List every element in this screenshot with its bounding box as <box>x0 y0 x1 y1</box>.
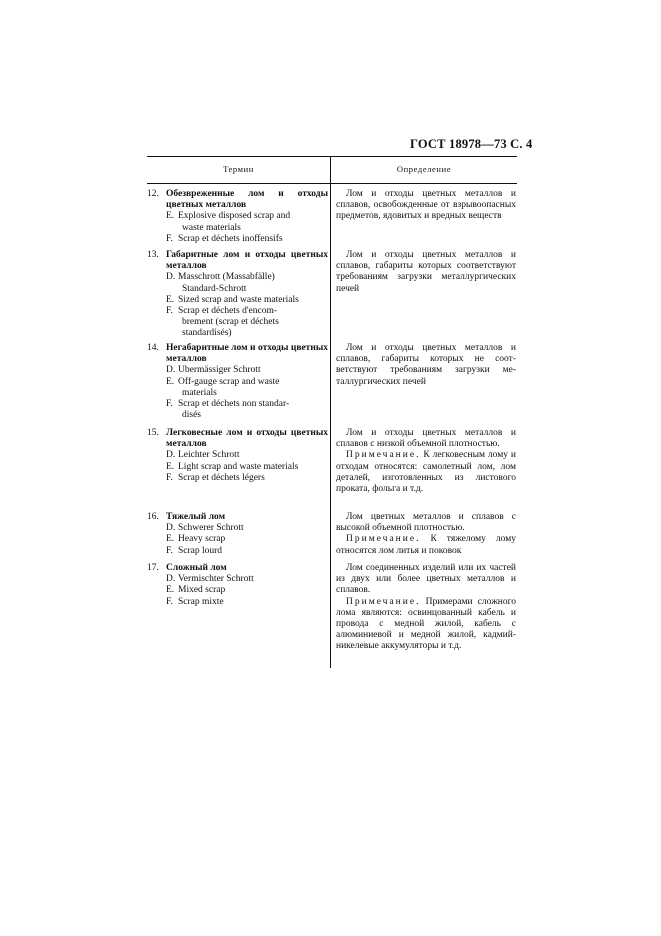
term-german: D. Ubermässiger Schrott <box>166 365 261 376</box>
definition-text: Лом и отходы цветных металлов и сплавов с низкой объемной плотностью. <box>336 428 516 450</box>
term-english: E. Mixed scrap <box>166 585 226 596</box>
page-header: ГОСТ 18978—73 С. 4 <box>410 137 533 151</box>
term-cell <box>147 250 330 340</box>
column-divider <box>330 156 331 668</box>
definition-text: Лом и отходы цветных металлов и сплавов, габариты которых не соответствуют требованиям загрузки металлургических печей <box>336 343 516 387</box>
term-number: 16. <box>147 512 159 522</box>
definition-note: Примечание. К легковесным лому и отходам относятся: самолетный лом, лом деталей, изготовленных из листового проката, фольга и т.д. <box>336 450 516 495</box>
term-french: F. Scrap et déchets inoffensifs <box>166 233 283 244</box>
definition-cell <box>336 250 516 295</box>
term-number: 15. <box>147 428 159 438</box>
term-number: 17. <box>147 563 159 573</box>
definition-cell <box>336 343 516 388</box>
term-number: 14. <box>147 343 159 353</box>
definition-cell <box>336 563 516 653</box>
term-english: E. Heavy scrap <box>166 534 226 545</box>
table-header-rule <box>147 183 517 184</box>
column-header-definition: Определение <box>396 164 452 174</box>
term-french: F. Scrap lourd <box>166 545 223 556</box>
term-english: E. Light scrap and waste materials <box>166 461 299 472</box>
term-french-cont: disés <box>182 410 201 421</box>
term-cell <box>147 428 330 484</box>
term-german: D. Schwerer Schrott <box>166 523 244 534</box>
term-english-cont: waste materials <box>182 222 241 233</box>
definition-text: Лом цветных металлов и сплавов с высокой объемной плотностью. <box>336 512 516 534</box>
term-german: D. Masschrott (Massabfälle) <box>166 272 275 283</box>
term-french-cont: brement (scrap et déchets <box>182 317 279 328</box>
definition-text: Лом соединенных изделий или их частей из двух или более цветных металлов и сплавов. <box>336 563 516 596</box>
term-number: 12. <box>147 189 159 199</box>
column-header-term: Термин <box>223 164 254 174</box>
term-french-cont: standardisés) <box>182 328 232 339</box>
definition-text: Лом и отходы цветных металлов и сплавов, габариты которых соответствуют требованиям загрузки металлургических печей <box>336 250 516 294</box>
term-french: F. Scrap et déchets d'encom- <box>166 306 278 317</box>
term-french: F. Scrap et déchets non standar- <box>166 399 290 410</box>
definition-cell <box>336 189 516 223</box>
term-cell <box>147 512 330 557</box>
term-cell <box>147 343 330 421</box>
term-name: Сложный лом <box>166 563 227 573</box>
term-cell <box>147 189 330 245</box>
term-german-cont: Standard-Schrott <box>182 283 247 294</box>
term-english: E. Explosive disposed scrap and <box>166 211 291 222</box>
term-french: F. Scrap et déchets légers <box>166 472 265 483</box>
term-name: Обезвреженные лом и отходы цветных металлов <box>166 189 328 211</box>
definition-text: Лом и отходы цветных металлов и сплавов, освобожденные от взрывоопасных предметов, ядовитых и вредных веществ <box>336 189 516 222</box>
term-german: D. Leichter Schrott <box>166 450 240 461</box>
table-top-rule <box>147 156 517 157</box>
term-english: E. Sized scrap and waste materials <box>166 294 299 305</box>
definition-note: Примечание. Примерами сложного лома являются: освинцованный кабель и провода с медной жилой, кабель с алюминиевой и медной жилой, кадмий-никелевые аккумуляторы и т.д. <box>336 596 516 652</box>
term-name: Легковесные лом и отходы цветных металлов <box>166 428 328 450</box>
term-number: 13. <box>147 250 159 260</box>
definition-note: Примечание. К тяжелому лому относятся лом литья и поковок <box>336 534 517 556</box>
term-german: D. Vermischter Schrott <box>166 574 254 585</box>
term-english-cont: materials <box>182 387 217 398</box>
definition-cell <box>336 512 516 557</box>
definition-cell <box>336 428 516 495</box>
term-english: E. Off-gauge scrap and waste <box>166 376 280 387</box>
term-name: Тяжелый лом <box>166 512 226 522</box>
term-french: F. Scrap mixte <box>166 596 224 607</box>
term-name: Габаритные лом и отходы цветных металлов <box>166 250 328 272</box>
term-cell <box>147 563 330 608</box>
term-name: Негабаритные лом и отходы цветных металлов <box>166 343 328 365</box>
